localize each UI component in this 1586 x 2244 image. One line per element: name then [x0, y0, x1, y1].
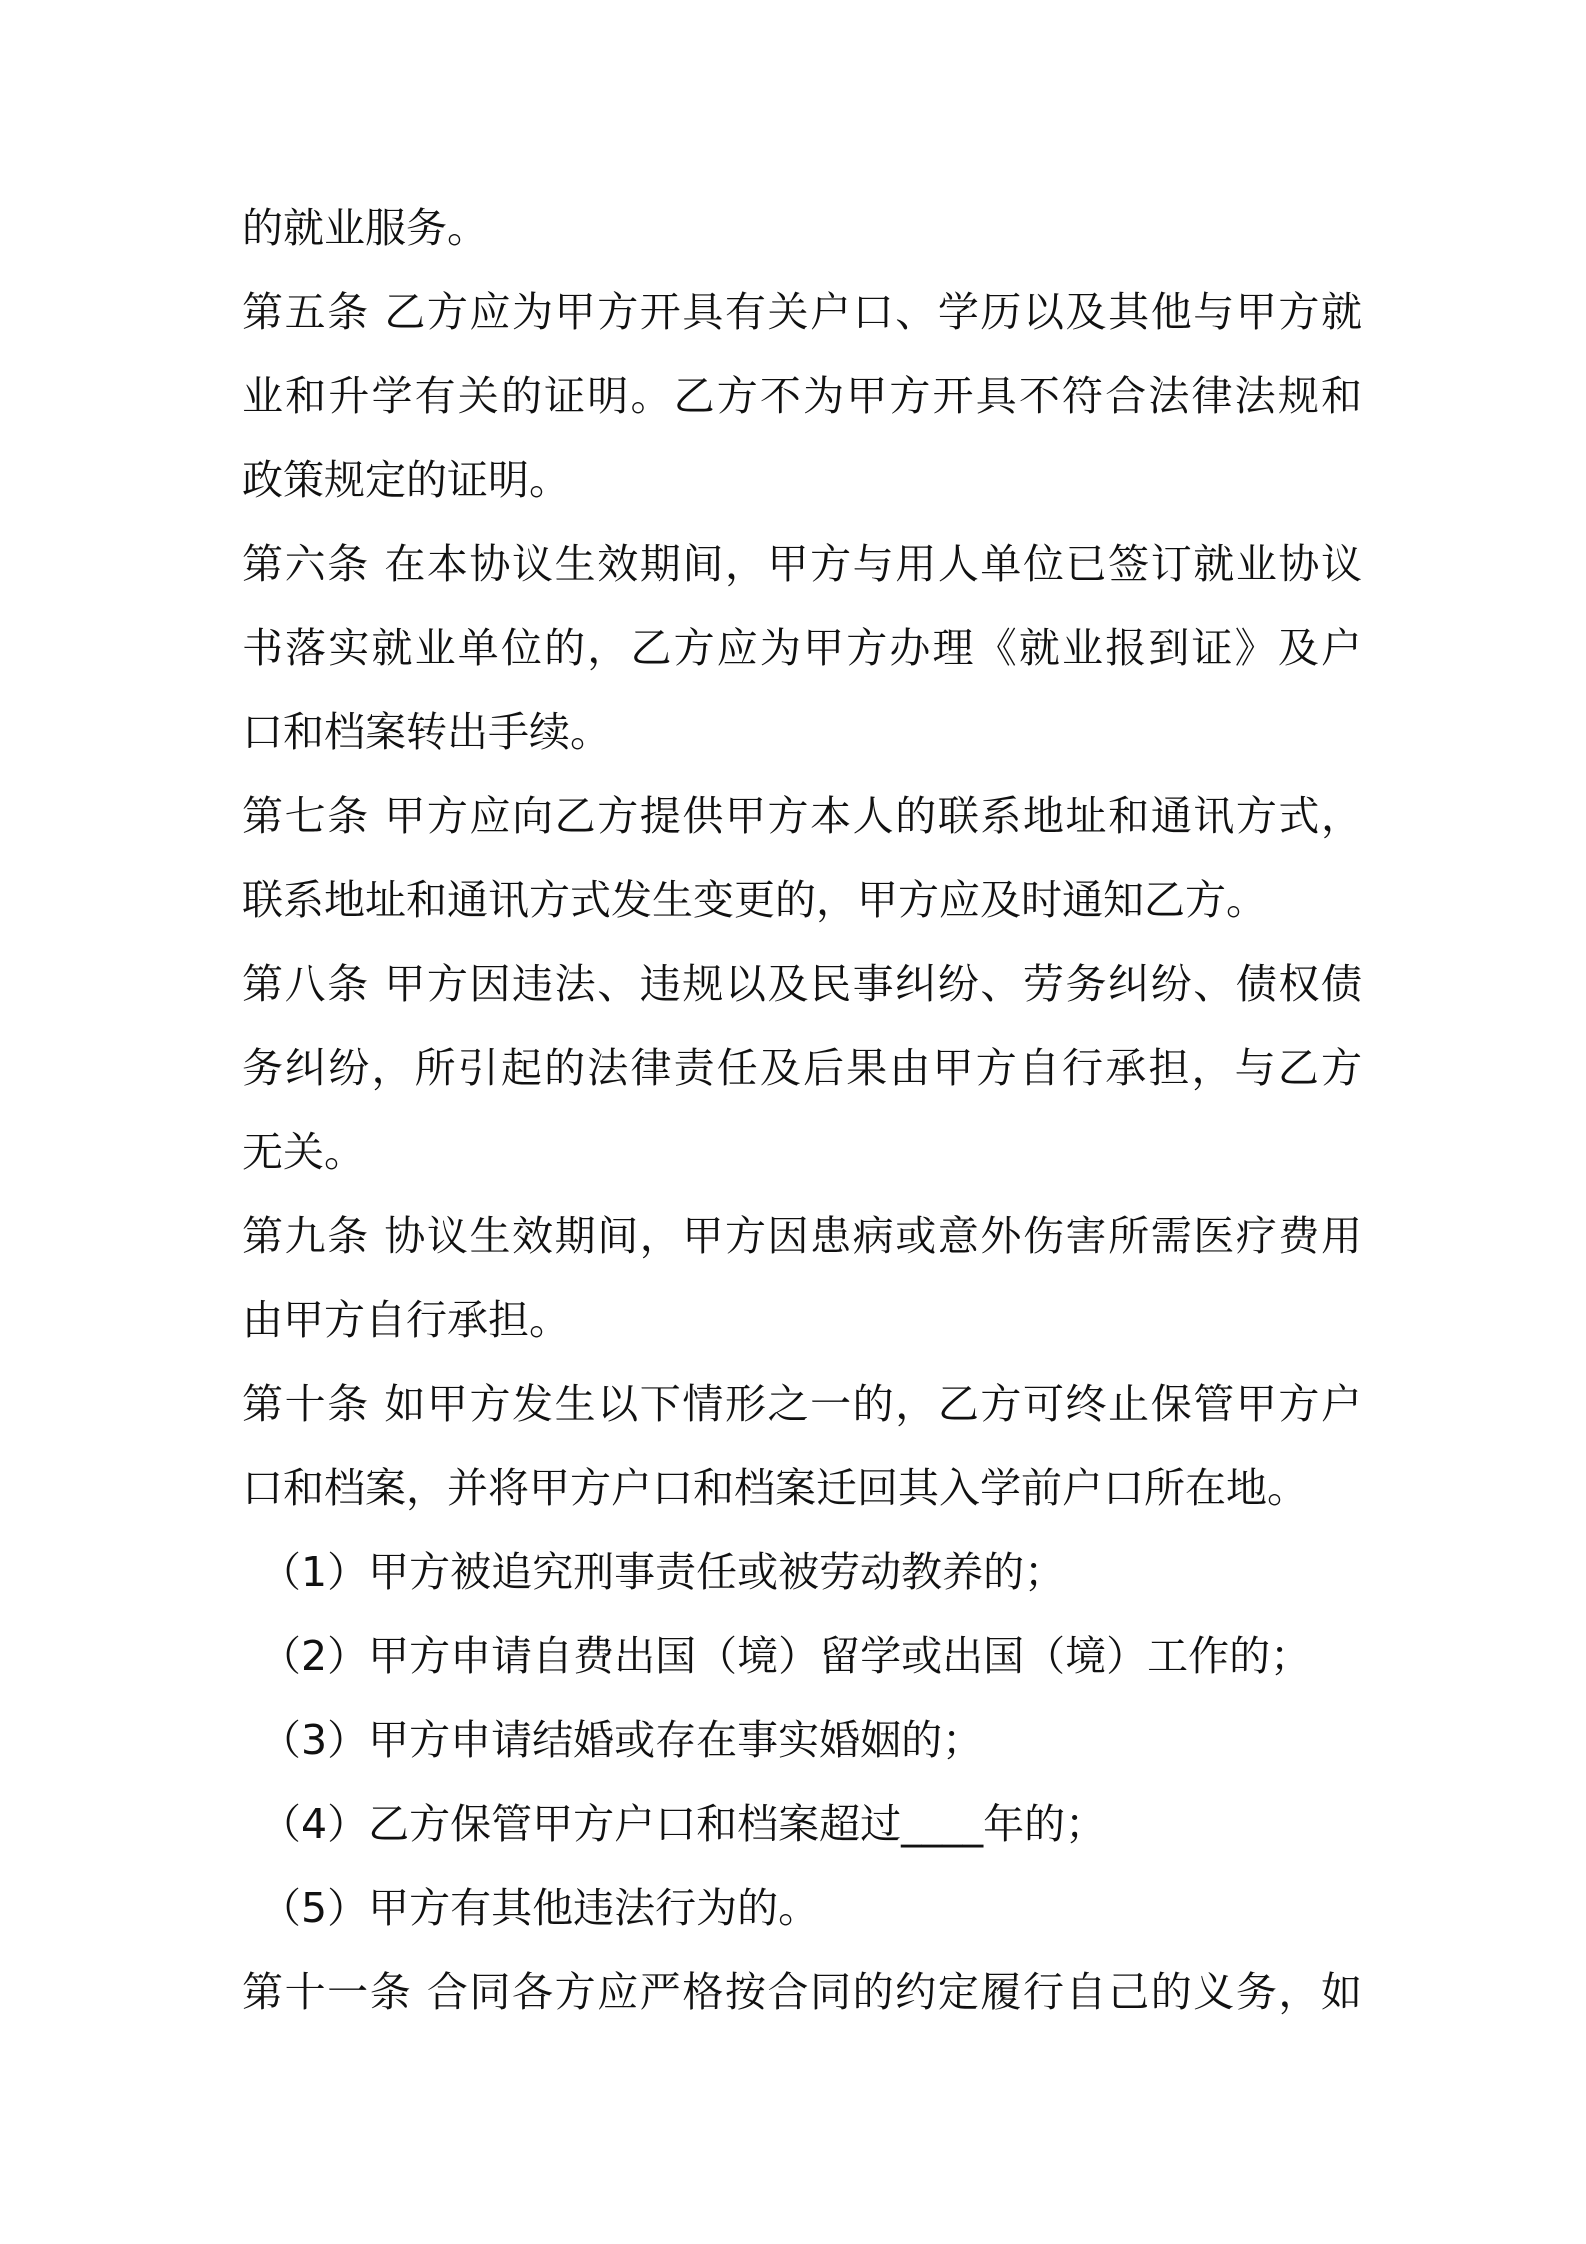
text-line: 第五条 乙方应为甲方开具有关户口、学历以及其他与甲方就: [242, 288, 1362, 336]
text-line: 第十一条 合同各方应严格按合同的约定履行自己的义务，如: [242, 1968, 1362, 2016]
text-line: 务纠纷，所引起的法律责任及后果由甲方自行承担，与乙方: [242, 1044, 1362, 1092]
list-item: （1）甲方被追究刑事责任或被劳动教养的；: [260, 1548, 1066, 1596]
text-line: 政策规定的证明。: [242, 456, 570, 504]
list-item: （2）甲方申请自费出国（境）留学或出国（境）工作的；: [260, 1632, 1312, 1680]
document-body: [242, 186, 1362, 2034]
text-line: 口和档案，并将甲方户口和档案迁回其入学前户口所在地。: [242, 1464, 1308, 1512]
text-line: 书落实就业单位的，乙方应为甲方办理《就业报到证》及户: [242, 624, 1362, 672]
text-line: 口和档案转出手续。: [242, 708, 611, 756]
text-line: 第八条 甲方因违法、违规以及民事纠纷、劳务纠纷、债权债: [242, 960, 1362, 1008]
list-item: （3）甲方申请结婚或存在事实婚姻的；: [260, 1716, 984, 1764]
text-line: 无关。: [242, 1128, 365, 1176]
text-line: 业和升学有关的证明。乙方不为甲方开具不符合法律法规和: [242, 372, 1362, 420]
list-item: （5）甲方有其他违法行为的。: [260, 1884, 820, 1932]
text-line: 第十条 如甲方发生以下情形之一的，乙方可终止保管甲方户: [242, 1380, 1362, 1428]
list-item: （4）乙方保管甲方户口和档案超过____年的；: [260, 1800, 1107, 1848]
text-line: 第九条 协议生效期间，甲方因患病或意外伤害所需医疗费用: [242, 1212, 1362, 1260]
text-line: 第七条 甲方应向乙方提供甲方本人的联系地址和通讯方式，: [242, 792, 1362, 840]
text-line: 由甲方自行承担。: [242, 1296, 570, 1344]
text-line: 第六条 在本协议生效期间，甲方与用人单位已签订就业协议: [242, 540, 1362, 588]
text-line: 联系地址和通讯方式发生变更的，甲方应及时通知乙方。: [242, 876, 1267, 924]
text-line: 的就业服务。: [242, 204, 488, 252]
